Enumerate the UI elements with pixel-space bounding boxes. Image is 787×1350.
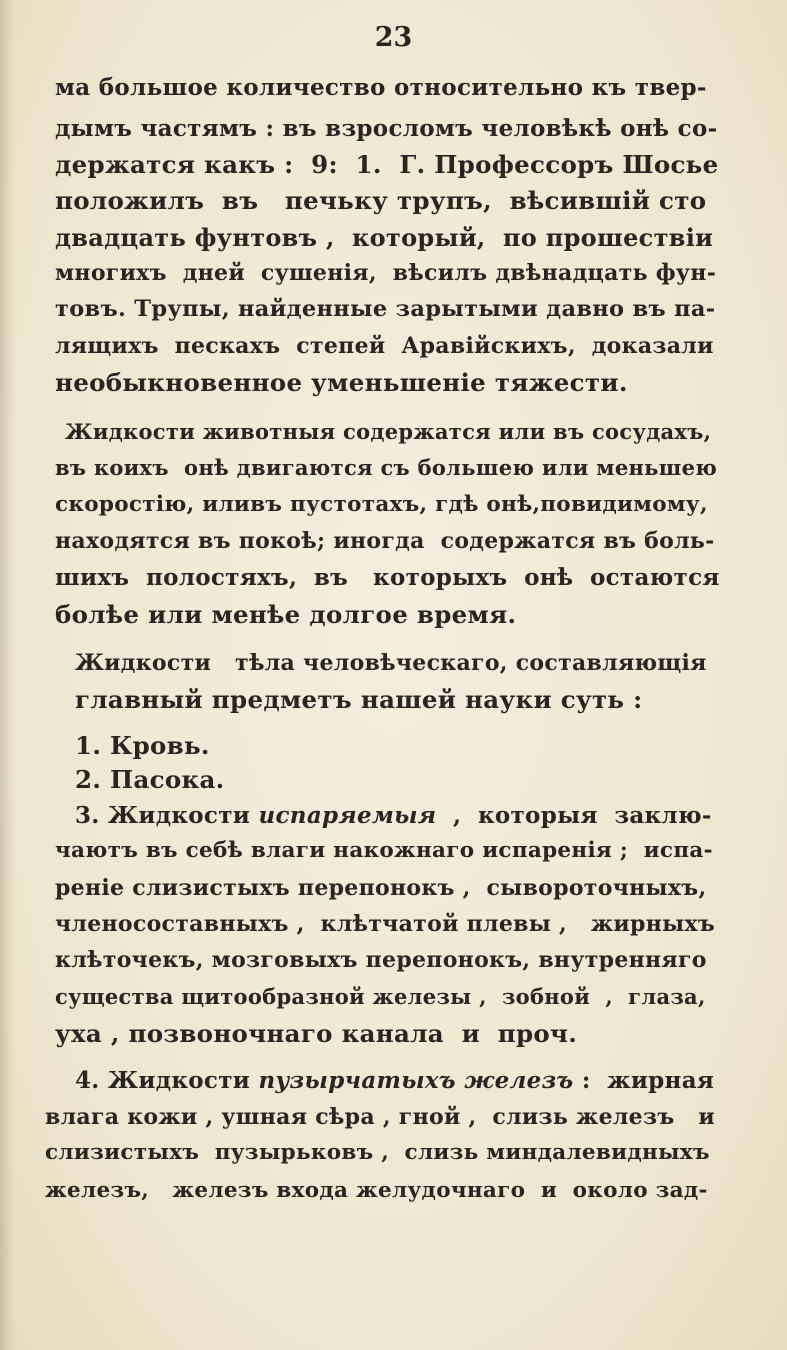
- text-line: шихъ полостяхъ, въ которыхъ онѣ остаются: [55, 564, 720, 591]
- item-prefix: 3. Жидкости: [75, 802, 259, 829]
- page-edge-shadow: [0, 0, 14, 1350]
- text-line: существа щитообразной железы , зобной , глаза,: [55, 984, 706, 1009]
- text-line: уха , позвоночнаго канала и проч.: [55, 1019, 578, 1048]
- text-line: ма большое количество относительно къ твер-: [55, 74, 707, 101]
- list-item-1: 1. Кровь.: [75, 731, 210, 760]
- text-line: болѣе или менѣе долгое время.: [55, 600, 517, 629]
- text-line: держатся какъ : 9: 1. Г. Профессоръ Шосье: [55, 150, 719, 179]
- text-line: влага кожи , ушная сѣра , гной , слизь железъ и: [45, 1104, 715, 1130]
- text-line: находятся въ покоѣ; иногда содержатся въ боль-: [55, 528, 715, 554]
- item-rest: , которыя заклю-: [436, 802, 712, 829]
- text-line: реніе слизистыхъ перепонокъ , сывороточныхъ,: [55, 875, 707, 901]
- text-line: главный предметъ нашей науки суть :: [75, 685, 643, 714]
- italic-term: испаряемыя: [258, 802, 437, 829]
- list-item-2: 2. Пасока.: [75, 765, 225, 794]
- text-line: Жидкости животныя содержатся или въ сосудахъ,: [65, 419, 712, 444]
- text-line: чаютъ въ себѣ влаги накожнаго испаренія ; испа-: [55, 838, 713, 863]
- text-line: товъ. Трупы, найденные зарытыми давно въ па-: [55, 296, 716, 322]
- text-line: членосоставныхъ , клѣтчатой плевы , жирныхъ: [55, 911, 716, 937]
- text-line: Жидкости тѣла человѣческаго, составляющія: [75, 650, 707, 676]
- item-rest: : жирная: [573, 1067, 715, 1094]
- text-line: двадцать фунтовъ , который, по прошествіи: [55, 223, 714, 252]
- text-line: лящихъ пескахъ степей Аравійскихъ, доказали: [55, 333, 714, 359]
- text-line: многихъ дней сушенія, вѣсилъ двѣнадцать фун-: [55, 260, 717, 286]
- text-line: [75, 1069, 714, 1092]
- text-line: железъ, железъ входа желудочнаго и около зад-: [45, 1178, 708, 1203]
- text-line: слизистыхъ пузырьковъ , слизь миндалевидныхъ: [45, 1140, 710, 1165]
- item-prefix: 4. Жидкости: [75, 1067, 259, 1094]
- text-line: скоростію, иливъ пустотахъ, гдѣ онѣ,повидимому,: [55, 492, 708, 517]
- text-line: положилъ въ печьку трупъ, вѣсившій сто: [55, 186, 707, 215]
- text-line: [75, 804, 712, 827]
- text-line: дымъ частямъ : въ взросломъ человѣкѣ онѣ со-: [55, 115, 718, 142]
- text-line: необыкновенное уменьшеніе тяжести.: [55, 368, 628, 397]
- text-line: въ коихъ онѣ двигаются съ большею или меньшею: [55, 455, 718, 480]
- page-number: 23: [374, 22, 413, 53]
- italic-term: пузырчатыхъ железъ: [258, 1067, 574, 1094]
- text-line: клѣточекъ, мозговыхъ перепонокъ, внутренняго: [55, 947, 707, 973]
